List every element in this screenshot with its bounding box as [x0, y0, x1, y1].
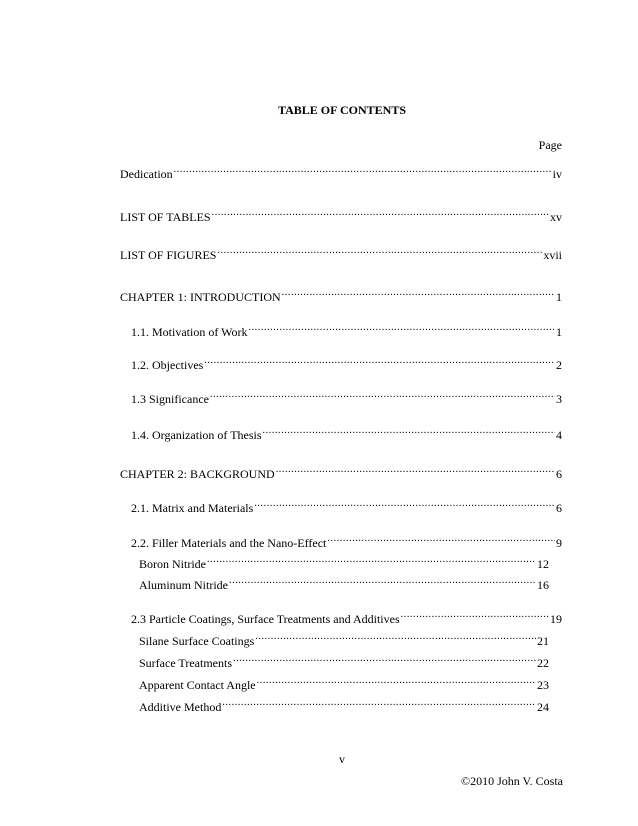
toc-entry-page: 21	[537, 634, 549, 648]
dot-leader	[204, 355, 555, 369]
toc-entry-page: 6	[556, 467, 562, 481]
toc-entry-1-1	[131, 322, 562, 339]
toc-entry-page: 22	[537, 656, 549, 670]
toc-entry-page: 6	[556, 501, 562, 515]
page-number: v	[339, 752, 345, 766]
toc-entry-label: CHAPTER 2: BACKGROUND	[120, 467, 275, 481]
dot-leader	[263, 425, 555, 439]
toc-entry-label: 2.3 Particle Coatings, Surface Treatments and Additives	[131, 612, 400, 626]
toc-entry-label: Surface Treatments	[139, 656, 232, 670]
toc-entry-page: 3	[556, 392, 562, 406]
toc-entry-page: 24	[537, 700, 549, 714]
toc-entry-label: Silane Surface Coatings	[139, 634, 255, 648]
toc-entry-1-2	[131, 355, 562, 372]
toc-entry-label: LIST OF TABLES	[120, 210, 211, 224]
toc-entry-boron-nitride	[139, 554, 549, 571]
toc-entry-label: 1.2. Objectives	[131, 358, 204, 372]
toc-entry-page: 1	[556, 290, 562, 304]
toc-entry-label: 1.1. Motivation of Work	[131, 325, 248, 339]
toc-entry-page: xvii	[543, 248, 562, 262]
toc-entry-1-4	[131, 425, 562, 442]
dot-leader	[207, 554, 536, 568]
toc-entry-label: Boron Nitride	[139, 557, 206, 571]
toc-entry-page: 1	[556, 325, 562, 339]
dot-leader	[174, 164, 552, 178]
toc-entry-label: Additive Method	[139, 700, 222, 714]
toc-entry-2-2	[131, 533, 562, 550]
toc-entry-page: iv	[552, 167, 562, 181]
toc-entry-page: 16	[537, 578, 549, 592]
dot-leader	[401, 609, 549, 623]
toc-entry-silane-surface-coatings	[139, 631, 549, 648]
dot-leader	[233, 653, 536, 667]
dot-leader	[210, 389, 555, 403]
dot-leader	[257, 675, 536, 689]
toc-title: TABLE OF CONTENTS	[277, 103, 407, 117]
toc-entry-label: 2.2. Filler Materials and the Nano-Effect	[131, 536, 327, 550]
dot-leader	[327, 533, 555, 547]
toc-entry-surface-treatments	[139, 653, 549, 670]
dot-leader	[255, 631, 536, 645]
toc-entry-label: Apparent Contact Angle	[139, 678, 256, 692]
toc-entry-2-1	[131, 498, 562, 515]
toc-entry-page: 4	[556, 428, 562, 442]
toc-entry-page: xv	[550, 210, 562, 224]
toc-entry-page: 12	[537, 557, 549, 571]
toc-entry-label: Aluminum Nitride	[139, 578, 228, 592]
toc-entry-label: Dedication	[120, 167, 173, 181]
toc-entry-2-3	[131, 609, 562, 626]
dot-leader	[276, 464, 555, 478]
toc-entry-page: 2	[556, 358, 562, 372]
toc-entry-page: 19	[550, 612, 562, 626]
toc-entry-page: 9	[556, 536, 562, 550]
toc-entry-apparent-contact-angle	[139, 675, 549, 692]
copyright-notice: ©2010 John V. Costa	[460, 774, 563, 788]
toc-entry-label: 1.4. Organization of Thesis	[131, 428, 262, 442]
toc-entry-chapter-1	[120, 287, 562, 304]
toc-entry-page: 23	[537, 678, 549, 692]
toc-entry-1-3	[131, 389, 562, 406]
dot-leader	[217, 245, 542, 259]
dot-leader	[222, 697, 536, 711]
toc-entry-aluminum-nitride	[139, 575, 549, 592]
toc-entry-label: 2.1. Matrix and Materials	[131, 501, 254, 515]
toc-entry-label: CHAPTER 1: INTRODUCTION	[120, 290, 281, 304]
dot-leader	[282, 287, 555, 301]
dot-leader	[254, 498, 555, 512]
toc-entry-chapter-2	[120, 464, 562, 481]
toc-entry-label: 1.3 Significance	[131, 392, 209, 406]
dot-leader	[212, 207, 549, 221]
toc-entry-label: LIST OF FIGURES	[120, 248, 217, 262]
toc-entry-list-of-figures	[120, 245, 562, 262]
dot-leader	[229, 575, 536, 589]
page-column-header: Page	[538, 138, 562, 152]
toc-entry-list-of-tables	[120, 207, 562, 224]
dot-leader	[248, 322, 555, 336]
toc-entry-additive-method	[139, 697, 549, 714]
toc-entry-dedication	[120, 164, 562, 181]
